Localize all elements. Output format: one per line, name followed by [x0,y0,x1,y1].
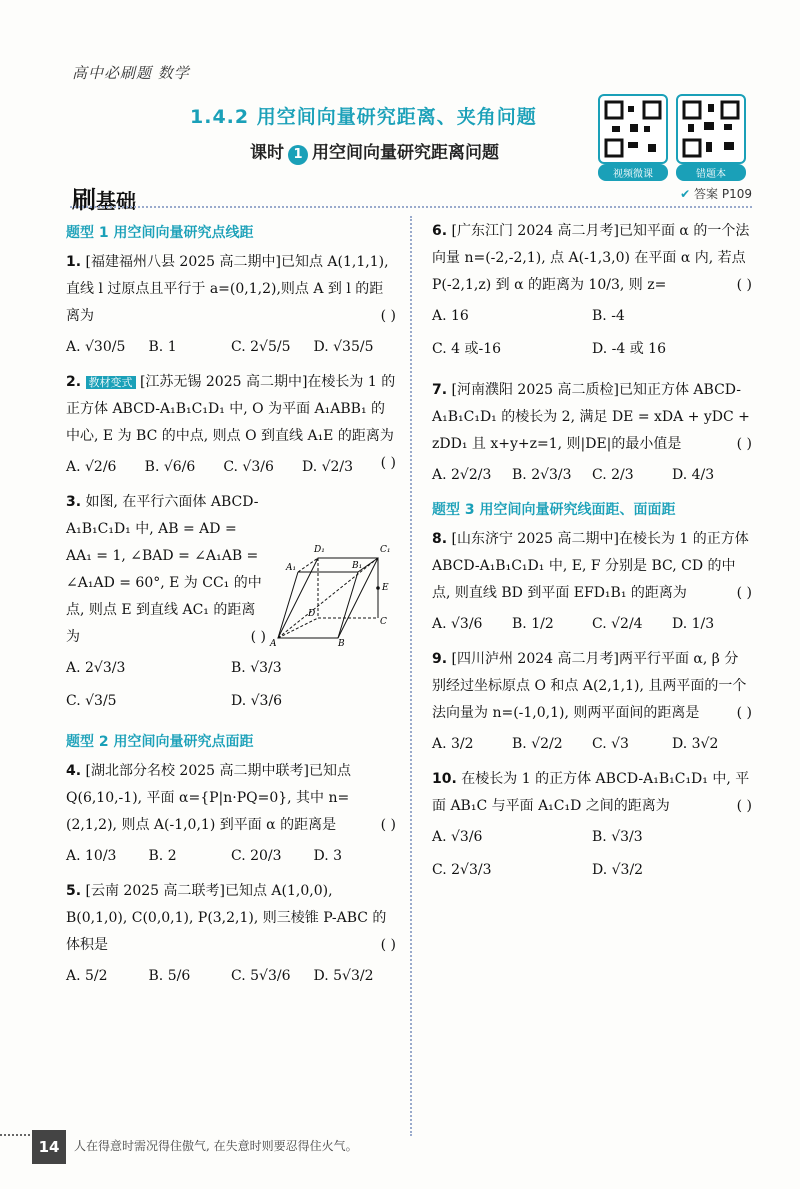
options [432,824,752,890]
question-text: [四川泸州 2024 高二月考]两平行平面 α, β 分别经过坐标原点 O 和点 A(2,1,1), 且两平面的一个法向量为 n=(-1,0,1), 则两平面间的距离是 [432,651,747,721]
right-column [432,218,752,898]
brand-heading [72,180,136,215]
option-d[interactable]: D. 1/3 [672,616,715,632]
label-d: D [308,609,316,619]
question-8 [432,526,752,638]
answer-bracket: ( ) [736,277,752,293]
book-title: 高中必刷题 数学 [72,64,190,82]
options [432,731,752,758]
option-c[interactable]: C. 5√3/6 [231,968,291,984]
option-a[interactable]: A. √30/5 [66,339,126,355]
section-title: 1.4.2 用空间向量研究距离、夹角问题 [190,106,537,128]
question-text: [湖北部分名校 2025 高二期中联考]已知点 Q(6,10,-1), 平面 α={P|n·PQ=0}, 其中 n=(2,1,2), 则点 A(-1,0,1) 到平面 α 的距离是 [66,763,351,833]
question-text: [河南濮阳 2025 高二质检]已知正方体 ABCD-A₁B₁C₁D₁ 的棱长为 2, 满足 DE = xDA + yDC + zDD₁ 且 x+y+z=1, 则|DE|的最小值是 [432,382,750,452]
option-a[interactable]: A. 5/2 [66,968,108,984]
lesson-prefix: 课时 [250,143,284,163]
section-3-heading: 题型 3 用空间向量研究线面距、面面距 [432,502,676,518]
option-a[interactable]: A. √3/6 [432,616,483,632]
question-4 [66,758,396,870]
qr-video-label: 视频微课 [598,164,668,181]
answer-bracket: ( ) [736,436,752,452]
question-number: 1. [66,254,82,270]
label-a: A [270,639,277,648]
answer-bracket: ( ) [380,817,396,833]
question-text: [广东江门 2024 高二月考]已知平面 α 的一个法向量 n=(-2,-2,1), 点 A(-1,3,0) 在平面 α 内, 若点 P(-2,1,z) 到 α 的距离为 10/3, 则 z= [432,223,750,293]
answer-ref [680,185,752,202]
option-c[interactable]: C. 4 或-16 [432,341,502,357]
question-text: [山东济宁 2025 高二期中]在棱长为 1 的正方体 ABCD-A₁B₁C₁D₁ 中, E, F 分别是 BC, CD 的中点, 则直线 BD 到平面 EFD₁B₁ 的距离为 [432,531,749,601]
option-a[interactable]: A. 2√2/3 [432,467,492,483]
option-b[interactable]: B. √3/3 [592,829,643,845]
question-number: 9. [432,651,448,667]
option-b[interactable]: B. √2/2 [512,736,563,752]
option-c[interactable]: C. √2/4 [592,616,643,632]
label-b1: B₁ [352,561,363,571]
lesson-number-badge: 1 [288,145,308,165]
answer-bracket: ( ) [380,455,396,471]
question-text: 在棱长为 1 的正方体 ABCD-A₁B₁C₁D₁ 中, 平面 AB₁C 与平面 A₁C₁D 之间的距离为 [432,771,750,814]
brand-big: 刷 [72,186,96,214]
option-b[interactable]: B. 1 [148,339,177,355]
option-a[interactable]: A. √3/6 [432,829,483,845]
question-10 [432,766,752,890]
option-a[interactable]: A. 2√3/3 [66,660,126,676]
question-number: 6. [432,223,448,239]
option-d[interactable]: D. 5√3/2 [313,968,374,984]
option-d[interactable]: D. 3 [313,848,343,864]
option-d[interactable]: D. √2/3 [301,459,354,475]
question-number: 5. [66,883,82,899]
question-text: [江苏无锡 2025 高二期中]在棱长为 1 的正方体 ABCD-A₁B₁C₁D₁ 中, O 为平面 A₁ABB₁ 的中心, E 为 BC 的中点, 则点 O 到直线 A₁E 的距离为 [66,374,396,444]
option-d[interactable]: D. √35/5 [313,339,374,355]
question-9 [432,646,752,758]
check-icon: ✔ [680,187,691,201]
answer-bracket: ( ) [380,937,396,953]
option-c[interactable]: C. √3/5 [66,693,117,709]
label-e: E [382,583,389,593]
option-b[interactable]: B. -4 [592,308,625,324]
option-c[interactable]: C. √3 [592,736,629,752]
option-d[interactable]: D. √3/6 [231,693,283,709]
answer-bracket: ( ) [736,705,752,721]
option-d[interactable]: D. -4 或 16 [592,341,666,357]
options [432,462,752,489]
qr-code-icon [676,94,746,164]
label-a1: A₁ [286,563,297,573]
parallelepiped-figure [268,538,398,648]
option-a[interactable]: A. √2/6 [66,459,117,475]
option-c[interactable]: C. 2/3 [592,467,634,483]
question-number: 2. [66,374,82,390]
option-b[interactable]: B. 1/2 [512,616,554,632]
options [432,303,752,369]
top-divider [70,206,752,208]
question-number: 10. [432,771,457,787]
column-divider [410,216,412,1136]
answer-ref-text: 答案 P109 [694,187,752,201]
options [66,963,396,990]
question-number: 8. [432,531,448,547]
question-text: [福建福州八县 2025 高二期中]已知点 A(1,1,1),直线 l 过原点且平行于 a=(0,1,2),则点 A 到 l 的距离为 [66,254,389,324]
option-c[interactable]: C. 20/3 [231,848,282,864]
footer-motto: 人在得意时需况得住傲气, 在失意时则要忍得住火气。 [74,1139,358,1153]
question-3-options [66,655,396,721]
option-d[interactable]: D. √3/2 [592,862,644,878]
label-c: C [380,617,387,627]
option-a[interactable]: A. 10/3 [66,848,117,864]
question-2 [66,369,396,481]
options [66,334,396,361]
question-text: 如图, 在平行六面体 ABCD-A₁B₁C₁D₁ 中, AB = AD = AA₁ = 1, ∠BAD = ∠A₁AB = ∠A₁AD = 60°, E 为 CC₁ 的中点, 则点 E 到直线 AC₁ 的距离为 [66,494,262,645]
lesson-title-text: 用空间向量研究距离问题 [312,143,499,163]
option-a[interactable]: A. 16 [432,308,469,324]
answer-bracket: ( ) [380,308,396,324]
lesson-title [250,138,499,165]
option-b[interactable]: B. 5/6 [148,968,191,984]
question-6 [432,218,752,369]
options [66,843,396,870]
option-c[interactable]: C. 2√5/5 [231,339,291,355]
option-d[interactable]: D. 4/3 [672,467,715,483]
option-b[interactable]: B. √6/6 [144,459,196,475]
question-5 [66,878,396,990]
footer-dots [0,1134,30,1136]
qr-mistakes[interactable] [676,94,746,181]
answer-bracket: ( ) [250,629,266,645]
option-c[interactable]: C. 2√3/3 [432,862,492,878]
option-b[interactable]: B. 2 [148,848,177,864]
option-d[interactable]: D. 3√2 [672,736,719,752]
option-b[interactable]: B. 2√3/3 [512,467,572,483]
question-7 [432,377,752,489]
section-2-heading: 题型 2 用空间向量研究点面距 [66,734,254,750]
label-d1: D₁ [314,545,325,555]
options [432,611,752,638]
label-c1: C₁ [380,545,391,555]
question-number: 4. [66,763,82,779]
section-1-heading: 题型 1 用空间向量研究点线距 [66,225,254,241]
options [66,454,381,481]
qr-mistakes-label: 错题本 [676,164,746,181]
option-b[interactable]: B. √3/3 [231,660,282,676]
qr-code-icon [598,94,668,164]
label-b: B [338,639,345,648]
option-a[interactable]: A. 3/2 [432,736,474,752]
question-1 [66,249,396,361]
answer-bracket: ( ) [736,798,752,814]
qr-video[interactable] [598,94,668,181]
textbook-variant-tag: 教材变式 [86,376,136,389]
page-number: 14 [32,1130,66,1164]
question-text: [云南 2025 高二联考]已知点 A(1,0,0), B(0,1,0), C(0,0,1), P(3,2,1), 则三棱锥 P-ABC 的体积是 [66,883,387,953]
question-number: 3. [66,494,82,510]
brand-rest: 基础 [96,189,136,213]
question-number: 7. [432,382,448,398]
option-c[interactable]: C. √3/6 [223,459,274,475]
answer-bracket: ( ) [736,585,752,601]
